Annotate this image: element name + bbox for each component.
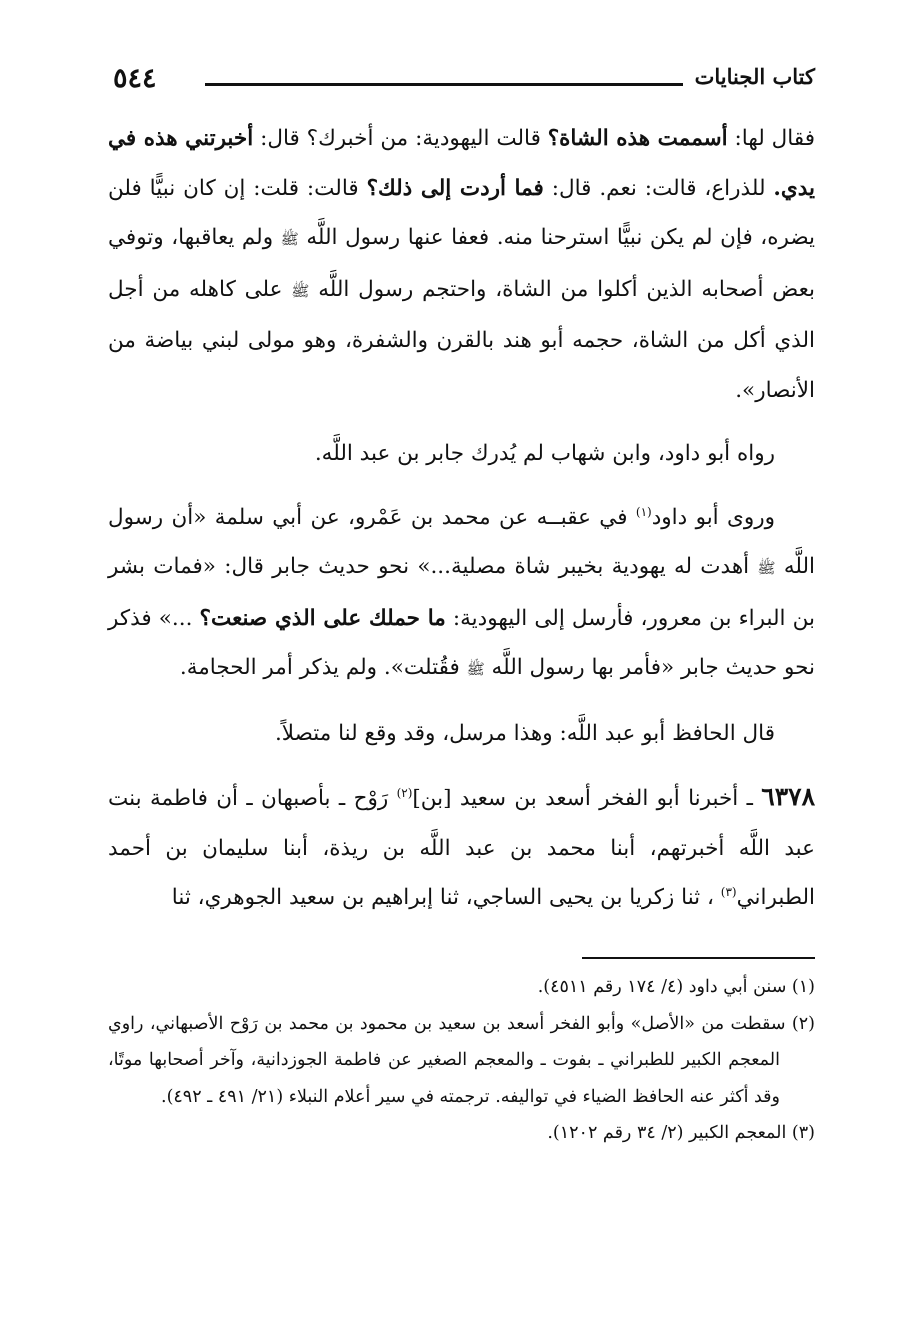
header-rule: [205, 83, 683, 86]
salawat-glyph: ﷺ: [291, 281, 310, 300]
salawat-glyph: ﷺ: [466, 660, 485, 678]
page-header: [105, 60, 815, 100]
main-text: [108, 114, 815, 923]
paragraph-2: رواه أبو داود، وابن شهاب لم يُدرك جابر بن عبد اللَّه.: [314, 441, 775, 466]
footnote-separator: [582, 957, 815, 959]
footnote-ref-1: (١): [635, 504, 652, 519]
paragraph-1: فقال لها: أسممت هذه الشاة؟ قالت اليهودية: من أخبرك؟ قال: أخبرتني هذه في يدي. للذراع، قالت: نعم. قال: فما أردت إلى ذلك؟ قالت: قلت: إن كان نبيًّا فلن يضره، فإن لم يكن نبيًّا استرحنا منه. فعفا عنها رسول اللَّه ﷺ ولم يعاقبها، وتوفي بعض أصحابه الذين أكلوا من الشاة، واحتجم رسول اللَّه ﷺ على كاهله من أجل الذي أكل من الشاة، حجمه أبو هند بالقرن والشفرة، وهو مولى لبني بياضة من الأنصار».: [108, 126, 816, 403]
hadith-6378: ٦٣٧٨ ـ أخبرنا أبو الفخر أسعد بن سعيد [بن]$^{(٢)}$ رَوْح ـ بأصبهان ـ أن فاطمة بنت عبد اللَّه أخبرتهم، أبنا محمد بن عبد اللَّه بن ريذة، أبنا سليمان بن أحمد الطبراني$^{(٣)}$ ، ثنا زكريا بن يحيى الساجي، ثنا إبراهيم بن سعيد الجوهري، ثنا: [108, 782, 815, 910]
hadith-number: ٦٣٧٨: [761, 782, 815, 811]
paragraph-4: قال الحافظ أبو عبد اللَّه: وهذا مرسل، وقد وقع لنا متصلاً.: [274, 720, 775, 746]
paragraph-3: وروى أبو داود$^{(١)}$ في عقبــه عن محمد بن عَمْرو، عن أبي سلمة «أن رسول اللَّه ﷺ أهدت له يهودية بخيبر شاة مصلية...» نحو حديث جابر قال: «فمات بشر بن البراء بن معرور، فأرسل إلى اليهودية: ما حملك على الذي صنعت؟ ...» فذكر نحو حديث جابر «فأمر بها رسول اللَّه ﷺ فقُتلت». ولم يذكر أمر الحجامة.: [108, 504, 815, 680]
chapter-title: كتاب الجنايات: [694, 64, 815, 89]
footnote-1: (١) سنن أبي داود (٤/ ١٧٤ رقم ٤٥١١).: [537, 977, 815, 997]
footnote-ref-2: (٢): [396, 785, 413, 800]
salawat-glyph: ﷺ: [280, 230, 299, 248]
footnote-2: (٢) سقطت من «الأصل» وأبو الفخر أسعد بن سعيد بن محمود بن محمد بن رَوْح الأصبهاني، راوي المعجم الكبير للطبراني ـ بفوت ـ والمعجم الصغير عن فاطمة الجوزدانية، وآخر أصحابها موتًا، وقد أكثر عنه الحافظ الضياء في تواليفه. ترجمته في سير أعلام النبلاء (٢١/ ٤٩١ ـ ٤٩٢).: [108, 1013, 815, 1107]
salawat-glyph: ﷺ: [757, 559, 776, 577]
footnote-ref-3: (٣): [720, 884, 737, 899]
footnotes: [108, 969, 815, 1152]
footnote-3: (٣) المعجم الكبير (٢/ ٣٤ رقم ١٢٠٢).: [547, 1123, 815, 1143]
page-number: ٥٤٤: [113, 63, 157, 94]
